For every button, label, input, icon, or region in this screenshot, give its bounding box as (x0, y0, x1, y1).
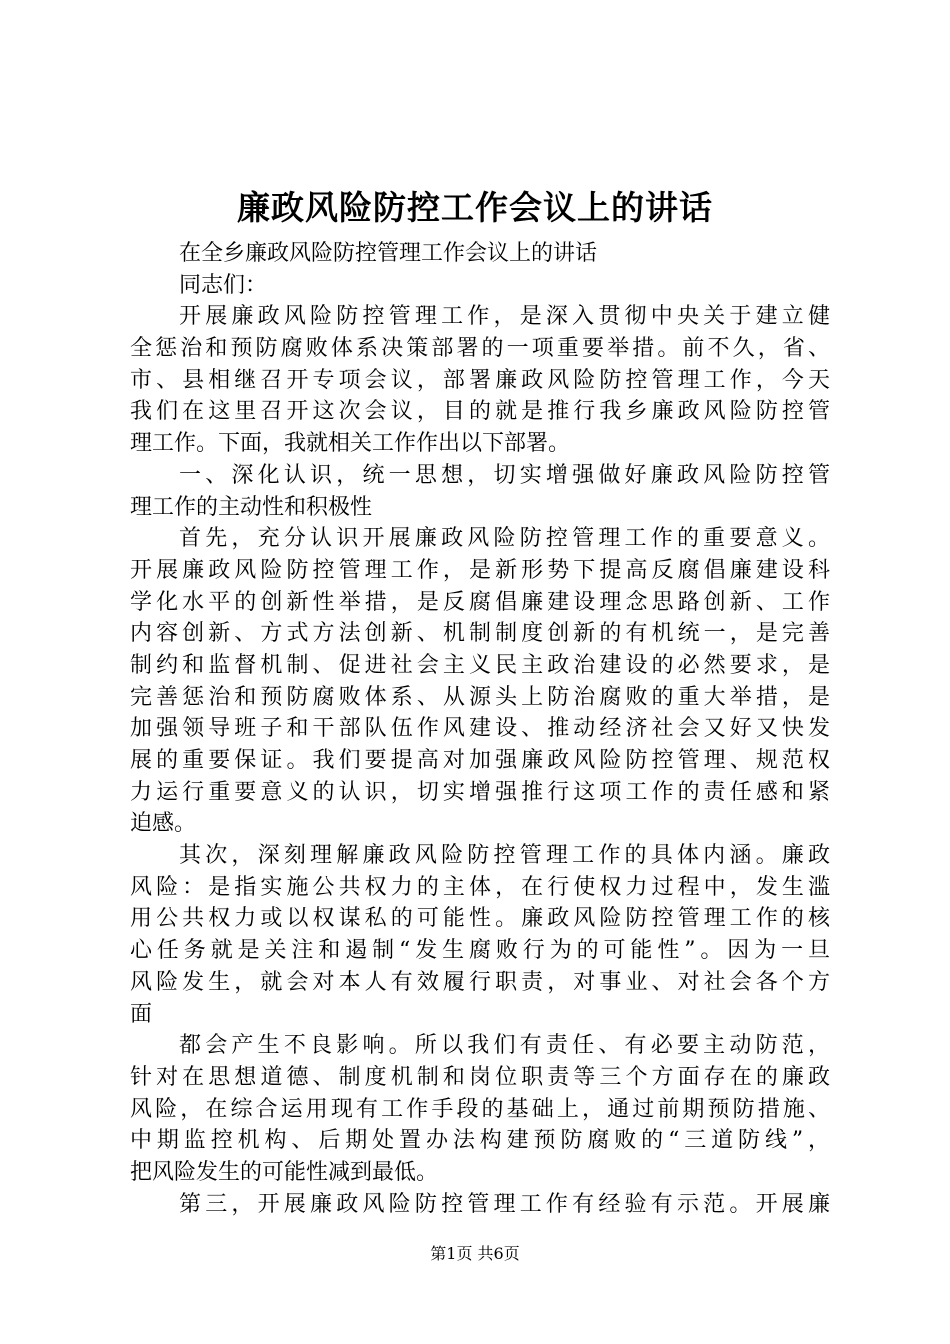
body-line: 制约和监督机制、促进社会主义民主政治建设的必然要求，是 (130, 652, 830, 678)
body-line: 我们在这里召开这次会议，目的就是推行我乡廉政风险防控管 (130, 399, 830, 425)
body-line: 面 (130, 1001, 153, 1027)
body-line: 把风险发生的可能性减到最低。 (130, 1159, 439, 1185)
section-heading-line: 理工作的主动性和积极性 (130, 494, 373, 520)
document-body (130, 238, 830, 1220)
body-line: 加强领导班子和干部队伍作风建设、推动经济社会又好又快发 (130, 716, 830, 742)
page-footer: 第1页 共6页 (430, 1244, 520, 1263)
body-line: 力运行重要意义的认识，切实增强推行这项工作的责任感和紧 (130, 779, 830, 805)
body-line: 内容创新、方式方法创新、机制制度创新的有机统一，是完善 (130, 621, 830, 647)
body-line: 首先，充分认识开展廉政风险防控管理工作的重要意义。 (179, 526, 830, 552)
document-title: 廉政风险防控工作会议上的讲话 (237, 188, 713, 227)
body-line: 风险：是指实施公共权力的主体，在行使权力过程中，发生滥 (130, 874, 830, 900)
body-line: 理工作。下面，我就相关工作作出以下部署。 (130, 431, 571, 457)
section-heading-line: 一、深化认识，统一思想，切实增强做好廉政风险防控管 (179, 462, 830, 488)
body-line: 风险，在综合运用现有工作手段的基础上，通过前期预防措施、 (130, 1096, 830, 1122)
body-line: 风险发生，就会对本人有效履行职责，对事业、对社会各个方 (130, 969, 830, 995)
body-line: 迫感。 (130, 811, 197, 837)
body-line: 开展廉政风险防控管理工作，是新形势下提高反腐倡廉建设科 (130, 557, 830, 583)
subtitle-line: 在全乡廉政风险防控管理工作会议上的讲话 (179, 241, 598, 266)
body-line: 用公共权力或以权谋私的可能性。廉政风险防控管理工作的核 (130, 906, 830, 932)
body-line: 市、县相继召开专项会议，部署廉政风险防控管理工作，今天 (130, 367, 830, 393)
body-line: 完善惩治和预防腐败体系、从源头上防治腐败的重大举措，是 (130, 684, 830, 710)
body-line: 展的重要保证。我们要提高对加强廉政风险防控管理、规范权 (130, 748, 830, 773)
body-line: 都会产生不良影响。所以我们有责任、有必要主动防范， (179, 1033, 830, 1059)
body-line: 针对在思想道德、制度机制和岗位职责等三个方面存在的廉政 (130, 1064, 830, 1090)
body-line: 第三，开展廉政风险防控管理工作有经验有示范。开展廉 (179, 1191, 830, 1217)
body-line: 心任务就是关注和遏制“发生腐败行为的可能性”。因为一旦 (130, 938, 830, 964)
body-line: 开展廉政风险防控管理工作，是深入贯彻中央关于建立健 (179, 304, 830, 330)
body-line: 学化水平的创新性举措，是反腐倡廉建设理念思路创新、工作 (130, 589, 830, 615)
body-line: 全惩治和预防腐败体系决策部署的一项重要举措。前不久，省、 (130, 336, 830, 362)
body-line: 其次，深刻理解廉政风险防控管理工作的具体内涵。廉政 (179, 843, 830, 869)
body-line: 中期监控机构、后期处置办法构建预防腐败的“三道防线”， (130, 1128, 830, 1154)
salutation-line: 同志们： (179, 272, 268, 298)
